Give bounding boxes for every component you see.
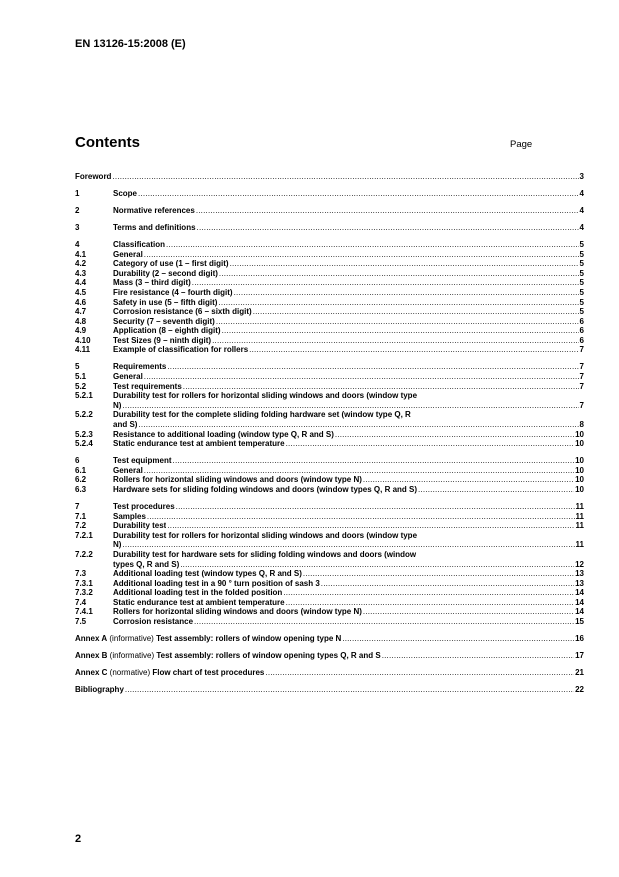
toc-entry-title: Bibliography [75, 685, 124, 695]
toc-leader-dots [265, 668, 574, 678]
toc-entry-title: Fire resistance (4 – fourth digit) [113, 287, 233, 297]
toc-entry-number: 4.9 [75, 326, 87, 336]
page-title: Contents [75, 134, 140, 151]
toc-leader-dots [125, 685, 574, 695]
toc-leader-dots [192, 278, 579, 288]
toc-entry-title: Samples [113, 511, 146, 521]
toc-entry[interactable] [75, 391, 584, 401]
toc-entry[interactable] [75, 317, 584, 327]
toc-entry[interactable] [75, 259, 584, 269]
toc-entry[interactable] [75, 607, 584, 617]
toc-entry-page: 4 [579, 205, 584, 215]
toc-leader-dots [112, 172, 578, 182]
toc-entry-number: 6.2 [75, 475, 87, 485]
toc-entry-number: 6.3 [75, 484, 87, 494]
toc-spacer [75, 495, 584, 502]
toc-entry-title: Safety in use (5 – fifth digit) [113, 297, 218, 307]
toc-leader-dots [363, 607, 574, 617]
toc-leader-dots [283, 588, 574, 598]
toc-leader-dots [218, 298, 578, 308]
toc-entry-page: 7 [579, 372, 584, 382]
toc-entry-title: Additional loading test (window types Q, R and S) [113, 569, 302, 579]
toc-annex-title: Flow chart of test procedures [152, 668, 265, 678]
toc-entry-title: Test equipment [113, 456, 172, 466]
toc-entry-page: 7 [579, 400, 584, 410]
toc-entry[interactable] [75, 651, 584, 661]
toc-entry-number: 6.1 [75, 465, 87, 475]
toc-leader-dots [183, 382, 579, 392]
toc-spacer [75, 661, 584, 668]
toc-leader-dots [230, 259, 579, 269]
toc-spacer [75, 644, 584, 651]
toc-entry-title: Scope [113, 188, 138, 198]
toc-entry-page: 13 [575, 569, 584, 579]
toc-entry-number: 4.7 [75, 307, 87, 317]
toc-entry-number: 4.5 [75, 287, 87, 297]
toc-entry-title: Additional loading test in a 90 ° turn position of sash 3 [113, 578, 320, 588]
toc-entry-title: Test Sizes (9 – ninth digit) [113, 335, 212, 345]
toc-annex-type: (informative) [107, 634, 157, 644]
toc-entry-title: Terms and definitions [113, 222, 196, 232]
toc-spacer [75, 182, 584, 189]
toc-entry-number: 7.3.1 [75, 578, 93, 588]
toc-entry-page: 5 [579, 268, 584, 278]
toc-leader-dots [196, 206, 579, 216]
toc-entry-number: 7.2.2 [75, 549, 93, 559]
toc-entry-number: 4.6 [75, 297, 87, 307]
toc-entry-page: 11 [575, 501, 584, 511]
toc-entry[interactable] [75, 250, 584, 260]
toc-entry-title: Additional loading test in the folded position [113, 588, 283, 598]
toc-leader-dots [166, 240, 579, 250]
toc-entry-title: Annex A [75, 634, 108, 644]
toc-entry[interactable] [75, 240, 584, 250]
toc-entry-title: General [113, 372, 143, 382]
toc-entry-page: 10 [575, 439, 584, 449]
toc-entry-title: Annex B [75, 651, 108, 661]
toc-entry-page: 13 [575, 578, 584, 588]
toc-leader-dots [176, 502, 575, 512]
toc-entry-number: 7.4 [75, 597, 87, 607]
toc-annex-title: Test assembly: rollers of window opening type N [156, 634, 342, 644]
toc-leader-dots [286, 439, 574, 449]
toc-entry-title: Static endurance test at ambient temperature [113, 439, 285, 449]
toc-annex-type: (informative) [107, 651, 157, 661]
toc-leader-dots [167, 362, 578, 372]
toc-entry[interactable] [75, 439, 584, 449]
toc-entry-title: Durability test for rollers for horizontal sliding windows and doors (window type [113, 391, 418, 401]
toc-entry-page: 6 [579, 335, 584, 345]
toc-spacer [75, 627, 584, 634]
toc-entry[interactable] [75, 550, 584, 560]
toc-entry-title: Test procedures [113, 501, 175, 511]
toc-entry-number: 7.3.2 [75, 588, 93, 598]
toc-entry[interactable] [75, 410, 584, 420]
toc-entry-title: Durability test [113, 521, 167, 531]
toc-entry-page: 5 [579, 278, 584, 288]
toc-leader-dots [144, 250, 579, 260]
toc-entry-title: Category of use (1 – first digit) [113, 259, 229, 269]
toc-leader-dots [144, 372, 579, 382]
toc-entry-number: 7.4.1 [75, 607, 93, 617]
toc-entry-title: Durability test for rollers for horizontal sliding windows and doors (window type [113, 530, 418, 540]
toc-leader-dots [197, 223, 579, 233]
toc-leader-dots [418, 485, 574, 495]
toc-entry[interactable] [75, 531, 584, 541]
toc-entry-title: Durability test for hardware sets for sliding folding windows and doors (window [113, 549, 417, 559]
toc-entry-page: 11 [575, 521, 584, 531]
toc-entry-number: 5.2.2 [75, 410, 93, 420]
toc-spacer [75, 678, 584, 685]
toc-entry-page: 10 [575, 456, 584, 466]
toc-entry-page: 11 [575, 511, 584, 521]
toc-leader-dots [363, 475, 574, 485]
toc-entry[interactable] [75, 634, 584, 644]
toc-entry[interactable] [75, 475, 584, 485]
toc-entry-number: 3 [75, 222, 80, 232]
toc-entry-page: 14 [575, 588, 584, 598]
toc-entry-continuation[interactable] [75, 420, 584, 430]
toc-entry-title-cont: and S) [113, 420, 138, 430]
toc-entry-number: 5.2.1 [75, 391, 93, 401]
toc-entry-number: 6 [75, 456, 80, 466]
toc-entry-continuation[interactable] [75, 401, 584, 411]
toc-entry-title: Rollers for horizontal sliding windows and doors (window type N) [113, 475, 362, 485]
toc-entry-number: 7.2.1 [75, 530, 93, 540]
standard-reference: EN 13126-15:2008 (E) [75, 38, 186, 50]
toc-annex-type: (normative) [107, 668, 153, 678]
toc-leader-dots [335, 430, 574, 440]
toc-entry[interactable] [75, 598, 584, 608]
toc-entry-title: Annex C [75, 668, 108, 678]
toc-entry-page: 5 [579, 259, 584, 269]
toc-entry[interactable] [75, 288, 584, 298]
toc-entry-title: General [113, 465, 143, 475]
toc-spacer [75, 199, 584, 206]
toc-entry-number: 4.3 [75, 268, 87, 278]
toc-entry-title-cont: types Q, R and S) [113, 559, 180, 569]
toc-entry[interactable] [75, 485, 584, 495]
toc-entry-title: General [113, 249, 143, 259]
toc-entry-page: 14 [575, 597, 584, 607]
toc-entry[interactable] [75, 189, 584, 199]
toc-entry[interactable] [75, 172, 584, 182]
toc-entry-number: 5.1 [75, 372, 87, 382]
toc-entry-page: 7 [579, 362, 584, 372]
toc-entry[interactable] [75, 466, 584, 476]
toc-entry-page: 5 [579, 239, 584, 249]
toc-entry-number: 7.5 [75, 617, 87, 627]
toc-leader-dots [173, 456, 575, 466]
toc-leader-dots [382, 651, 574, 661]
table-of-contents [75, 172, 584, 695]
toc-leader-dots [138, 420, 578, 430]
toc-entry-page: 5 [579, 297, 584, 307]
toc-entry-page: 4 [579, 222, 584, 232]
toc-entry-page: 11 [575, 540, 584, 550]
toc-entry[interactable] [75, 430, 584, 440]
toc-entry-title: Durability (2 – second digit) [113, 268, 218, 278]
toc-entry-number: 4.2 [75, 259, 87, 269]
toc-entry-page: 16 [575, 634, 584, 644]
toc-entry-page: 6 [579, 316, 584, 326]
toc-entry-number: 7.1 [75, 511, 87, 521]
toc-leader-dots [138, 189, 579, 199]
toc-entry-title-cont: N) [113, 400, 122, 410]
toc-entry-page: 10 [575, 475, 584, 485]
toc-entry-title: Resistance to additional loading (window type Q, R and S) [113, 429, 334, 439]
toc-entry[interactable] [75, 326, 584, 336]
toc-entry[interactable] [75, 362, 584, 372]
toc-entry-number: 4.10 [75, 335, 91, 345]
toc-leader-dots [342, 634, 574, 644]
toc-entry[interactable] [75, 502, 584, 512]
toc-entry-page: 5 [579, 249, 584, 259]
toc-spacer [75, 355, 584, 362]
toc-entry-page: 12 [575, 559, 584, 569]
toc-spacer [75, 216, 584, 223]
toc-entry-page: 5 [579, 287, 584, 297]
toc-entry[interactable] [75, 278, 584, 288]
toc-entry-number: 7.2 [75, 521, 87, 531]
toc-leader-dots [122, 401, 578, 411]
toc-entry-page: 10 [575, 484, 584, 494]
toc-entry-title: Mass (3 – third digit) [113, 278, 191, 288]
toc-entry[interactable] [75, 269, 584, 279]
toc-entry-page: 10 [575, 465, 584, 475]
toc-entry[interactable] [75, 307, 584, 317]
toc-leader-dots [286, 598, 574, 608]
toc-entry-number: 5.2.3 [75, 429, 93, 439]
toc-leader-dots [303, 569, 574, 579]
toc-entry-number: 4 [75, 239, 80, 249]
toc-entry[interactable] [75, 382, 584, 392]
toc-entry[interactable] [75, 569, 584, 579]
toc-entry-number: 2 [75, 205, 80, 215]
toc-entry-title: Requirements [113, 362, 167, 372]
toc-entry[interactable] [75, 345, 584, 355]
toc-entry[interactable] [75, 512, 584, 522]
toc-entry-page: 10 [575, 429, 584, 439]
toc-leader-dots [212, 336, 578, 346]
toc-entry-page: 4 [579, 188, 584, 198]
toc-entry-number: 4.8 [75, 316, 87, 326]
toc-entry-continuation[interactable] [75, 540, 584, 550]
toc-entry-number: 5 [75, 362, 80, 372]
toc-entry[interactable] [75, 668, 584, 678]
toc-leader-dots [194, 617, 574, 627]
page-column-label: Page [510, 139, 533, 150]
toc-leader-dots [253, 307, 579, 317]
toc-leader-dots [147, 512, 575, 522]
toc-entry[interactable] [75, 579, 584, 589]
toc-entry-number: 7.3 [75, 569, 87, 579]
toc-leader-dots [144, 466, 574, 476]
toc-leader-dots [180, 560, 574, 570]
toc-entry-title: Example of classification for rollers [113, 345, 249, 355]
toc-entry-page: 6 [579, 326, 584, 336]
toc-entry-title: Durability test for the complete sliding folding hardware set (window type Q, R [113, 410, 411, 420]
toc-entry-number: 4.11 [75, 345, 91, 355]
toc-entry-title: Classification [113, 239, 166, 249]
toc-entry-number: 1 [75, 188, 80, 198]
toc-entry-page: 21 [575, 668, 584, 678]
toc-entry-title: Test requirements [113, 381, 182, 391]
toc-entry[interactable] [75, 372, 584, 382]
toc-leader-dots [321, 579, 574, 589]
toc-leader-dots [249, 345, 578, 355]
toc-entry-title: Static endurance test at ambient temperature [113, 597, 285, 607]
toc-spacer [75, 449, 584, 456]
toc-entry-page: 15 [575, 617, 584, 627]
toc-entry-title: Hardware sets for sliding folding windows and doors (window types Q, R and S) [113, 484, 418, 494]
toc-entry-number: 5.2 [75, 381, 87, 391]
toc-entry-page: 3 [579, 172, 584, 181]
toc-entry-title: Security (7 – seventh digit) [113, 316, 215, 326]
toc-entry-title: Corrosion resistance [113, 617, 194, 627]
toc-entry-page: 14 [575, 607, 584, 617]
toc-entry-number: 4.4 [75, 278, 87, 288]
toc-entry[interactable] [75, 521, 584, 531]
toc-entry-page: 7 [579, 381, 584, 391]
toc-entry-title: Foreword [75, 172, 112, 181]
toc-entry-number: 5.2.4 [75, 439, 93, 449]
toc-entry-number: 7 [75, 501, 80, 511]
toc-spacer [75, 233, 584, 240]
toc-entry-title: Normative references [113, 205, 195, 215]
toc-entry-page: 7 [579, 345, 584, 355]
toc-entry-page: 5 [579, 307, 584, 317]
toc-leader-dots [167, 521, 574, 531]
toc-entry-title: Application (8 – eighth digit) [113, 326, 221, 336]
toc-entry-page: 22 [575, 685, 584, 695]
toc-entry[interactable] [75, 206, 584, 216]
toc-entry[interactable] [75, 588, 584, 598]
toc-leader-dots [219, 269, 579, 279]
toc-entry-title: Corrosion resistance (6 – sixth digit) [113, 307, 252, 317]
toc-leader-dots [122, 540, 574, 550]
toc-entry-continuation[interactable] [75, 560, 584, 570]
page-number: 2 [75, 833, 82, 845]
toc-entry-title: Rollers for horizontal sliding windows and doors (window type N) [113, 607, 362, 617]
toc-annex-title: Test assembly: rollers of window opening types Q, R and S [156, 651, 381, 661]
toc-entry[interactable] [75, 223, 584, 233]
toc-entry[interactable] [75, 617, 584, 627]
toc-entry[interactable] [75, 298, 584, 308]
toc-entry[interactable] [75, 456, 584, 466]
toc-entry-title-cont: N) [113, 540, 122, 550]
toc-entry-page: 17 [575, 651, 584, 661]
toc-entry[interactable] [75, 336, 584, 346]
toc-entry-number: 4.1 [75, 249, 87, 259]
toc-entry[interactable] [75, 685, 584, 695]
toc-leader-dots [222, 326, 579, 336]
toc-leader-dots [234, 288, 579, 298]
toc-entry-page: 8 [579, 420, 584, 430]
toc-leader-dots [216, 317, 579, 327]
